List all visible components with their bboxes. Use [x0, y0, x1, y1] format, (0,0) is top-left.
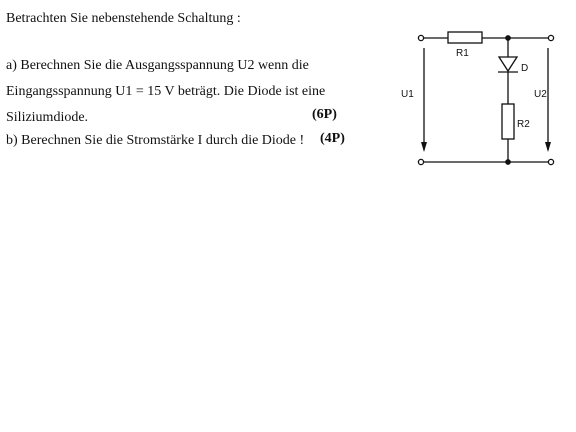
terminal-top-right [548, 35, 553, 40]
task-a-line-1: a) Berechnen Sie die Ausgangsspannung U2 wenn die [6, 58, 309, 73]
label-r1: R1 [456, 48, 469, 59]
node-bottom [506, 160, 510, 164]
u2-arrow-head [545, 142, 551, 152]
task-a-points: (6P) [312, 107, 337, 122]
label-u2: U2 [534, 89, 547, 100]
diode-d [499, 57, 517, 71]
task-b-text: b) Berechnen Sie die Stromstärke I durch die Diode ! [6, 133, 305, 148]
resistor-r1 [448, 32, 482, 43]
task-b-points: (4P) [320, 131, 345, 146]
label-r2: R2 [517, 119, 530, 130]
label-u1: U1 [401, 89, 414, 100]
label-d: D [521, 63, 529, 74]
u1-arrow-head [421, 142, 427, 152]
terminal-top-left [418, 35, 423, 40]
task-a-line-3: Siliziumdiode. [6, 110, 89, 125]
terminal-bottom-left [418, 159, 423, 164]
task-a-line-2: Eingangsspannung U1 = 15 V beträgt. Die Diode ist eine [6, 84, 326, 99]
resistor-r2 [502, 104, 514, 139]
intro-text: Betrachten Sie nebenstehende Schaltung : [6, 11, 241, 26]
terminal-bottom-right [548, 159, 553, 164]
